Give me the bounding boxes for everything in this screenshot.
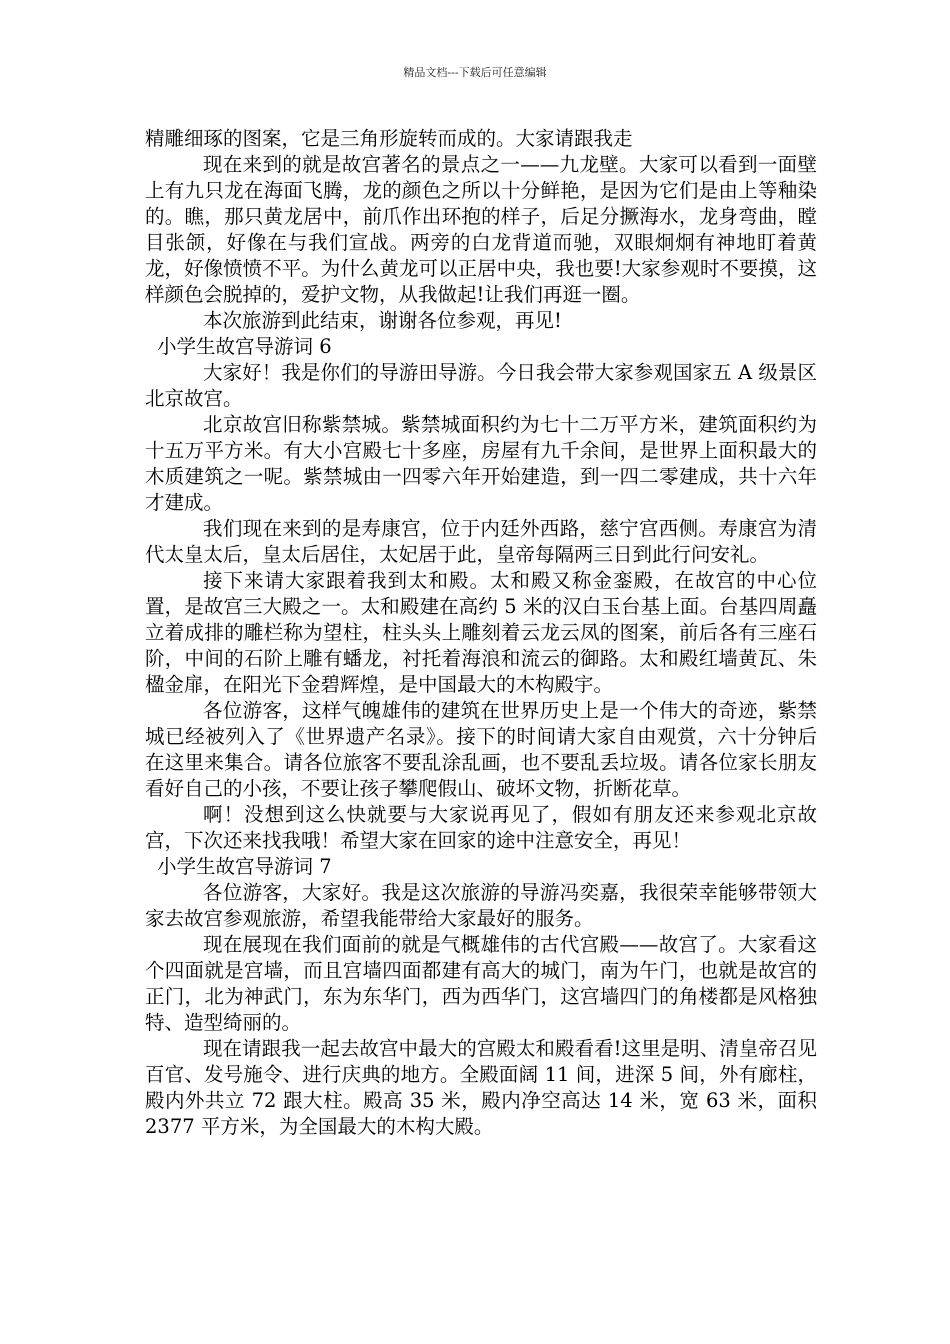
body-paragraph: 我们现在来到的是寿康宫，位于内廷外西路，慈宁宫西侧。寿康宫为清代太皇太后，皇太后居住，太妃居于此，皇帝每隔两三日到此行问安礼。 [145,517,817,566]
page-header: 精品文档---下载后可任意编辑 [403,66,547,79]
body-paragraph: 啊！没想到这么快就要与大家说再见了，假如有朋友还来参观北京故宫，下次还来找我哦！希望大家在回家的途中注意安全，再见！ [145,803,817,852]
body-paragraph: 接下来请大家跟着我到太和殿。太和殿又称金銮殿，在故宫的中心位置，是故宫三大殿之一。太和殿建在高约 5 米的汉白玉台基上面。台基四周矗立着成排的雕栏称为望柱，柱头头上雕刻着云龙云凤的图案，前后各有三座石阶，中间的石阶上雕有蟠龙，衬托着海浪和流云的御路。太和殿红墙黄瓦、朱楹金扉，在阳光下金碧辉煌，是中国最大的木构殿宇。 [145,569,817,696]
body-paragraph: 现在展现在我们面前的就是气概雄伟的古代宫殿——故宫了。大家看这个四面就是宫墙，而且宫墙四面都建有高大的城门，南为午门，也就是故宫的正门，北为神武门，东为东华门，西为西华门，这宫墙四门的角楼都是风格独特、造型绮丽的。 [145,933,817,1034]
body-paragraph: 精雕细琢的图案，它是三角形旋转而成的。大家请跟我走 [145,127,633,150]
body-paragraph: 各位游客，大家好。我是这次旅游的导游冯奕嘉，我很荣幸能够带领大家去故宫参观旅游，希望我能带给大家最好的服务。 [145,881,817,930]
section-heading: 小学生故宫导游词 6 [157,335,332,358]
body-paragraph: 本次旅游到此结束，谢谢各位参观，再见! [203,309,562,332]
body-paragraph: 北京故宫旧称紫禁城。紫禁城面积约为七十二万平方米，建筑面积约为十五万平方米。有大小宫殿七十多座，房屋有九千余间，是世界上面积最大的木质建筑之一呢。紫禁城由一四零六年开始建造，到一四二零建成，共十六年才建成。 [145,413,817,514]
body-paragraph: 大家好！我是你们的导游田导游。今日我会带大家参观国家五 A 级景区北京故宫。 [145,361,817,410]
body-paragraph: 现在请跟我一起去故宫中最大的宫殿太和殿看看!这里是明、清皇帝召见百官、发号施令、进行庆典的地方。全殿面阔 11 间，进深 5 间，外有廊柱，殿内外共立 72 跟大柱。殿高 35 米，殿内净空高达 14 米，宽 63 米，面积 2377 平方米，为全国最大的木构大殿。 [145,1037,817,1138]
document-body [145,126,817,1140]
section-heading: 小学生故宫导游词 7 [157,855,332,878]
body-paragraph: 各位游客，这样气魄雄伟的建筑在世界历史上是一个伟大的奇迹，紫禁城已经被列入了《世界遗产名录》。接下的时间请大家自由观赏，六十分钟后在这里来集合。请各位旅客不要乱涂乱画，也不要乱丢垃圾。请各位家长朋友看好自己的小孩，不要让孩子攀爬假山、破坏文物，折断花草。 [145,699,817,800]
body-paragraph: 现在来到的就是故宫著名的景点之一——九龙壁。大家可以看到一面壁上有九只龙在海面飞腾，龙的颜色之所以十分鲜艳，是因为它们是由上等釉染的。瞧，那只黄龙居中，前爪作出环抱的样子，后足分撅海水，龙身弯曲，瞠目张颌，好像在与我们宣战。两旁的白龙背道而驰，双眼炯炯有神地盯着黄龙，好像愤愤不平。为什么黄龙可以正居中央，我也要!大家参观时不要摸，这样颜色会脱掉的，爱护文物，从我做起!让我们再逛一圈。 [145,153,817,306]
